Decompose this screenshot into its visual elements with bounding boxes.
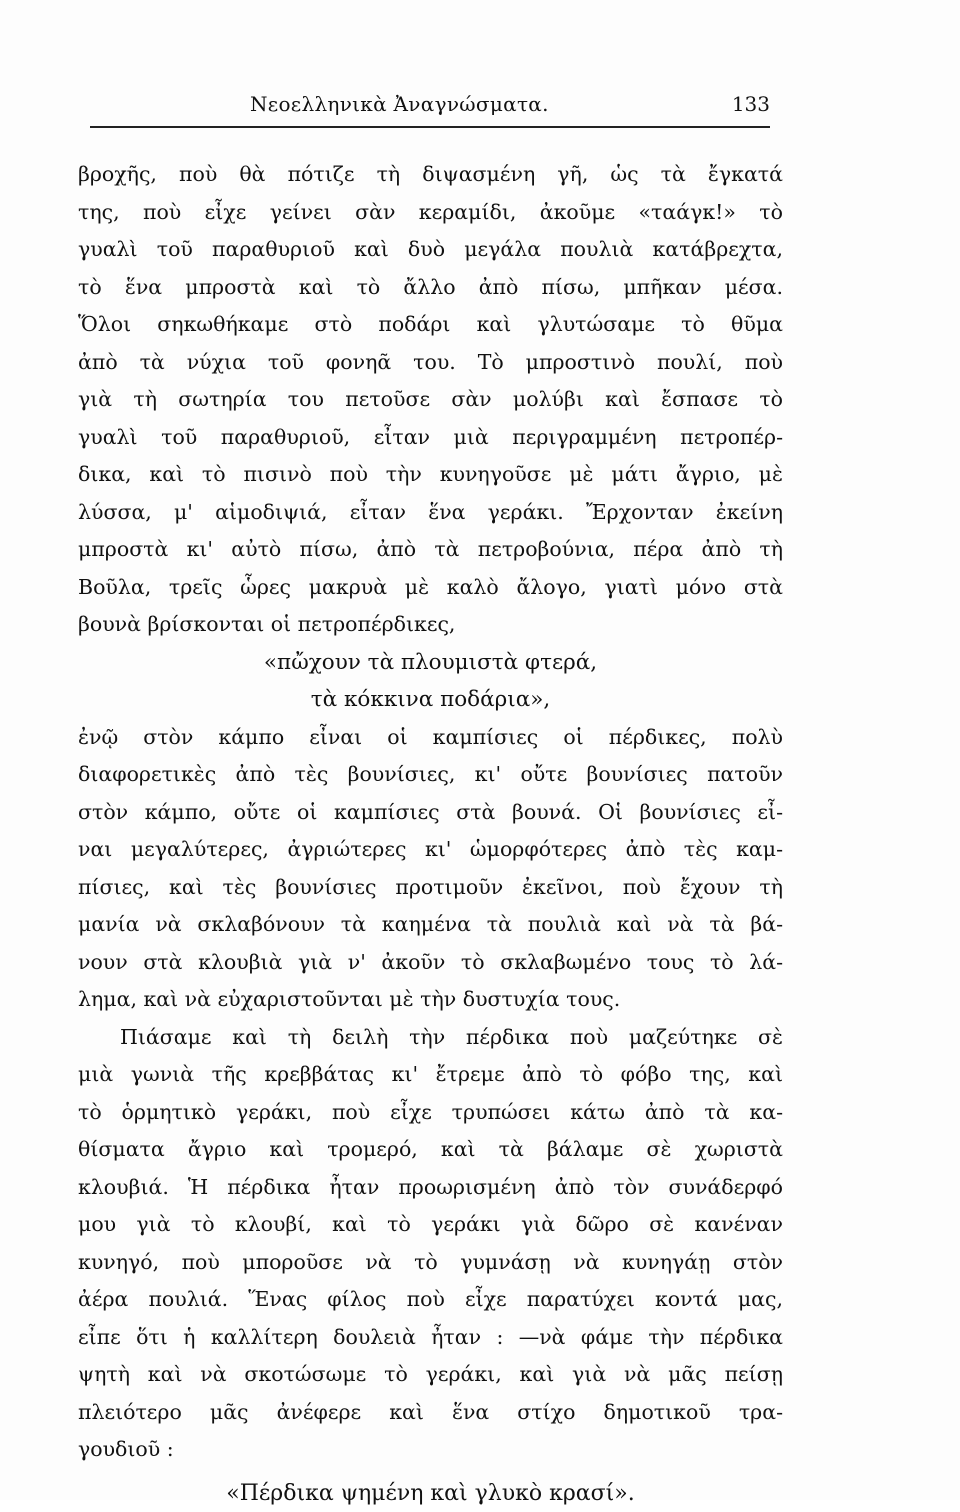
text-line: Βοῦλα, τρεῖς ὧρες μακρυὰ μὲ καλὸ ἄλογο, γιατὶ μόνο στὰ bbox=[78, 569, 783, 607]
text-line: λημα, καὶ νὰ εὐχαριστοῦνται μὲ τὴν δυστυχία τους. bbox=[78, 981, 783, 1019]
text-line: ἀπὸ τὰ νύχια τοῦ φονηᾶ του. Τὸ μπροστινὸ πουλί, ποὺ bbox=[78, 344, 783, 382]
text-line: μανία νὰ σκλαβόνουν τὰ καημένα τὰ πουλιὰ καὶ νὰ τὰ βά- bbox=[78, 906, 783, 944]
text-line: κλουβιά. Ἡ πέρδικα ἦταν προωρισμένη ἀπὸ τὸν συνάδερφό bbox=[78, 1169, 783, 1207]
text-line: γιὰ τὴ σωτηρία του πετοῦσε σὰν μολύβι καὶ ἔσπασε τὸ bbox=[78, 381, 783, 419]
text-line: πλειότερο μᾶς ἀνέφερε καὶ ἕνα στίχο δημοτικοῦ τρα- bbox=[78, 1394, 783, 1432]
text-line: διαφορετικὲς ἀπὸ τὲς βουνίσιες, κι' οὔτε βουνίσιες πατοῦν bbox=[78, 756, 783, 794]
text-line: βροχῆς, ποὺ θὰ πότιζε τὴ διψασμένη γῆ, ὡς τὰ ἔγκατά bbox=[78, 156, 783, 194]
text-line: τὸ ὁρμητικὸ γεράκι, ποὺ εἶχε τρυπώσει κάτω ἀπὸ τὰ κα- bbox=[78, 1094, 783, 1132]
body-text bbox=[78, 156, 783, 1512]
text-line: γυαλὶ τοῦ παραθυριοῦ καὶ δυὸ μεγάλα πουλιὰ κατάβρεχτα, bbox=[78, 231, 783, 269]
verse-line: «πὤχουν τὰ πλουμιστὰ φτερά, bbox=[78, 644, 783, 682]
text-line: εἶπε ὅτι ἡ καλλίτερη δουλειὰ ἦταν : —νὰ φάμε τὴν πέρδικα bbox=[78, 1319, 783, 1357]
text-line: δικα, καὶ τὸ πισινὸ ποὺ τὴν κυνηγοῦσε μὲ μάτι ἄγριο, μὲ bbox=[78, 456, 783, 494]
page-number: 133 bbox=[732, 92, 770, 116]
text-line: βουνὰ βρίσκονται οἱ πετροπέρδικες, bbox=[78, 606, 783, 644]
text-line: θίσματα ἄγριο καὶ τρομερό, καὶ τὰ βάλαμε σὲ χωριστὰ bbox=[78, 1131, 783, 1169]
text-line: ἐνῷ στὸν κάμπο εἶναι οἱ καμπίσιες οἱ πέρδικες, πολὺ bbox=[78, 719, 783, 757]
text-line: πίσιες, καὶ τὲς βουνίσιες προτιμοῦν ἐκεῖνοι, ποὺ ἔχουν τὴ bbox=[78, 869, 783, 907]
text-line: γουδιοῦ : bbox=[78, 1431, 783, 1469]
text-line: τὸ ἕνα μπροστὰ καὶ τὸ ἄλλο ἀπὸ πίσω, μπῆκαν μέσα. bbox=[78, 269, 783, 307]
text-line: στὸν κάμπο, οὔτε οἱ καμπίσιες στὰ βουνά. Οἱ βουνίσιες εἶ- bbox=[78, 794, 783, 832]
verse-line: τὰ κόκκινα ποδάρια», bbox=[78, 681, 783, 719]
text-line: λύσσα, μ' αἱμοδιψιά, εἶταν ἕνα γεράκι. Ἔρχονταν ἐκείνη bbox=[78, 494, 783, 532]
text-line: ἀέρα πουλιά. Ἕνας φίλος ποὺ εἶχε παρατύχει κοντά μας, bbox=[78, 1281, 783, 1319]
running-title: Νεοελληνικὰ Ἀναγνώσματα. bbox=[250, 92, 549, 116]
paragraph-first-line: Πιάσαμε καὶ τὴ δειλὴ τὴν πέρδικα ποὺ μαζεύτηκε σὲ bbox=[78, 1019, 783, 1057]
text-line: κυνηγό, ποὺ μποροῦσε νὰ τὸ γυμνάσῃ νὰ κυνηγάῃ στὸν bbox=[78, 1244, 783, 1282]
page-header bbox=[90, 92, 770, 126]
text-line: της, ποὺ εἶχε γείνει σὰν κεραμίδι, ἀκοῦμε «ταάγκ!» τὸ bbox=[78, 194, 783, 232]
text-line: μου γιὰ τὸ κλουβί, καὶ τὸ γεράκι γιὰ δῶρο σὲ κανέναν bbox=[78, 1206, 783, 1244]
text-line: ψητὴ καὶ νὰ σκοτώσωμε τὸ γεράκι, καὶ γιὰ νὰ μᾶς πείσῃ bbox=[78, 1356, 783, 1394]
text-line: ναι μεγαλύτερες, ἀγριώτερες κι' ὡμορφότερες ἀπὸ τὲς καμ- bbox=[78, 831, 783, 869]
text-line: νουν στὰ κλουβιὰ γιὰ ν' ἀκοῦν τὸ σκλαβωμένο τους τὸ λά- bbox=[78, 944, 783, 982]
header-rule bbox=[90, 126, 770, 128]
text-line: μπροστὰ κι' αὐτὸ πίσω, ἀπὸ τὰ πετροβούνια, πέρα ἀπὸ τὴ bbox=[78, 531, 783, 569]
text-line: Ὅλοι σηκωθήκαμε στὸ ποδάρι καὶ γλυτώσαμε τὸ θῦμα bbox=[78, 306, 783, 344]
final-verse: «Πέρδικα ψημένη καὶ γλυκὸ κρασί». bbox=[78, 1469, 783, 1512]
text-line: γυαλὶ τοῦ παραθυριοῦ, εἶταν μιὰ περιγραμμένη πετροπέρ- bbox=[78, 419, 783, 457]
text-line: μιὰ γωνιὰ τῆς κρεββάτας κι' ἔτρεμε ἀπὸ τὸ φόβο της, καὶ bbox=[78, 1056, 783, 1094]
